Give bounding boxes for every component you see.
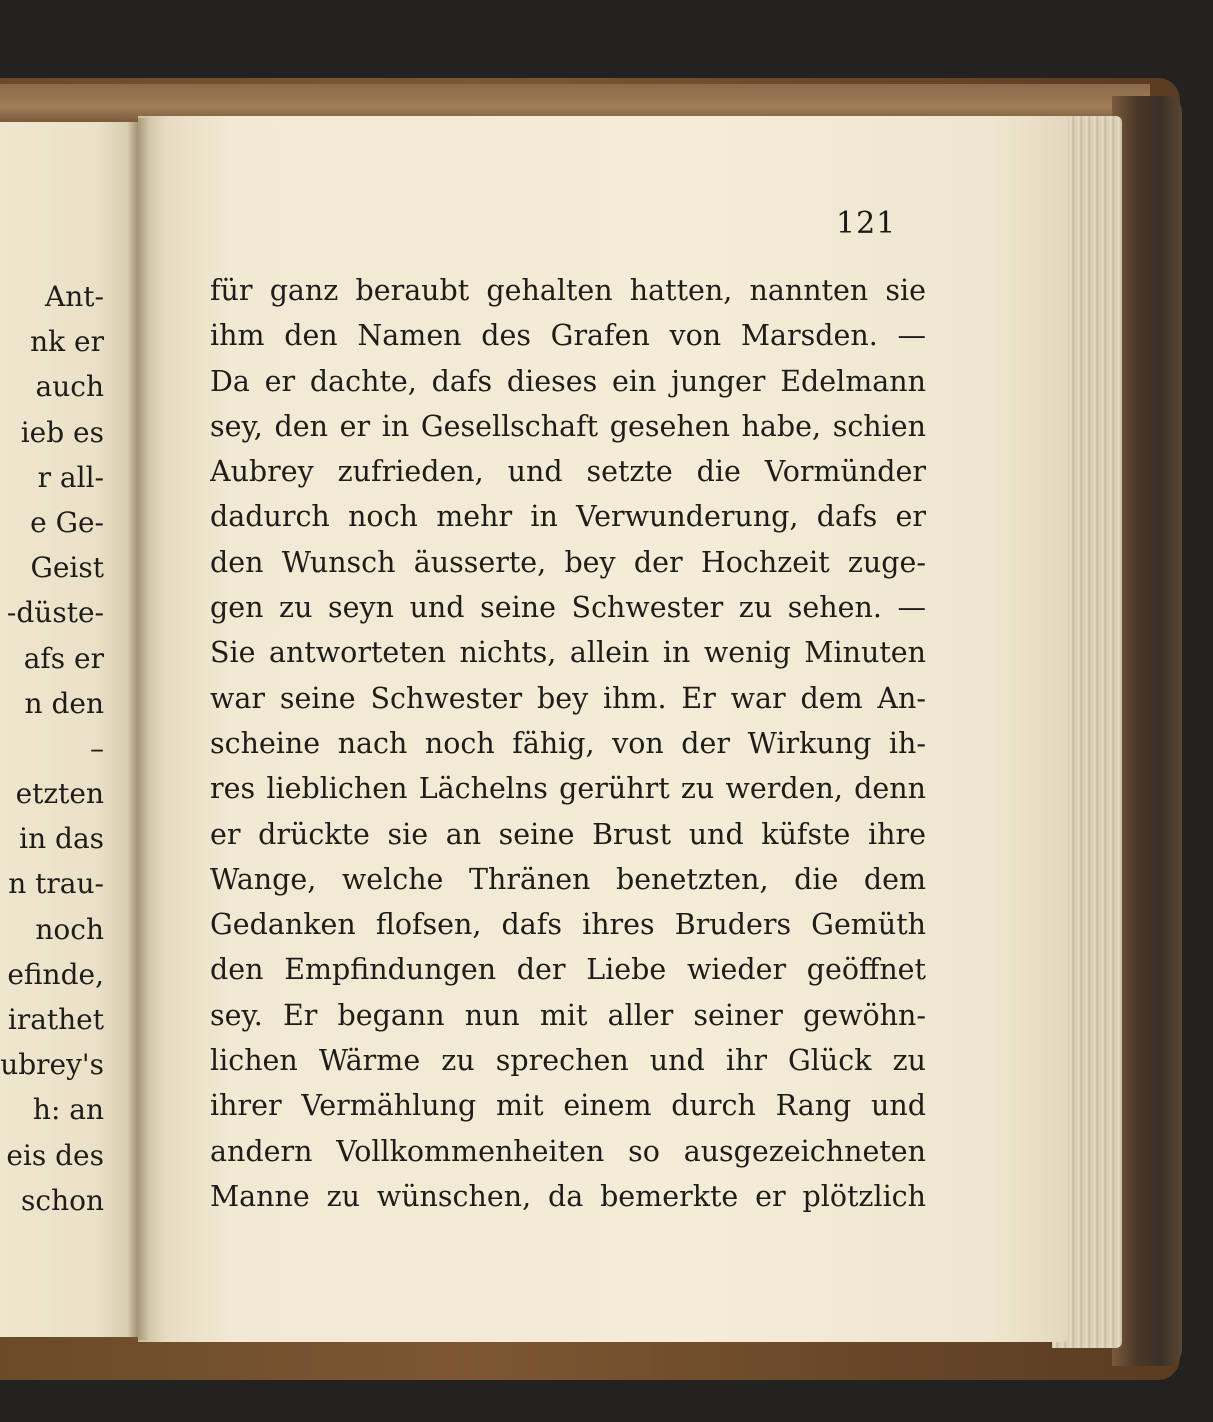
left-text-line: afs er [23, 641, 104, 675]
text-line: Gedanken flofsen, dafs ihres Bruders Gemüth [210, 908, 926, 942]
text-line: Manne zu wünschen, da bemerkte er plötzlich [210, 1179, 926, 1213]
text-line: den Empfindungen der Liebe wieder geöffnet [210, 953, 926, 987]
text-line: sey. Er begann nun mit aller seiner gewöhn- [210, 998, 926, 1032]
left-text-line: etzten [15, 777, 104, 811]
left-text-line: – [90, 731, 104, 765]
left-text-line: n den [24, 686, 104, 720]
left-text-line: ieb es [20, 415, 104, 449]
left-text-line: nk er [30, 325, 104, 359]
left-page-text [0, 274, 104, 1223]
left-text-line: irathet [7, 1003, 104, 1036]
left-text-line: Ant- [45, 280, 104, 313]
text-line: gen zu seyn und seine Schwester zu sehen. — [210, 591, 926, 625]
text-line: sey, den er in Gesellschaft gesehen habe, schien [210, 409, 926, 443]
left-text-line: efinde, [7, 957, 104, 991]
text-line: andern Vollkommenheiten so ausgezeichneten [210, 1134, 926, 1168]
right-page-text [210, 268, 926, 1219]
book-gutter [128, 118, 150, 1340]
left-text-line: n trau- [8, 867, 104, 901]
text-line: scheine nach noch fähig, von der Wirkung ih- [210, 726, 926, 760]
text-line: Sie antworteten nichts, allein in wenig Minuten [210, 636, 926, 670]
page-number: 121 [836, 206, 897, 241]
left-text-line: Geist [30, 551, 104, 585]
left-text-line: h: an [32, 1093, 104, 1127]
left-text-line: noch [35, 912, 104, 946]
left-text-line: e Ge- [30, 505, 104, 539]
text-line: den Wunsch äusserte, bey der Hochzeit zuge- [210, 545, 926, 579]
text-line: war seine Schwester bey ihm. Er war dem An- [210, 681, 926, 715]
text-line: res lieblichen Lächelns gerührt zu werden, denn [210, 772, 926, 806]
text-line: lichen Wärme zu sprechen und ihr Glück zu [210, 1044, 926, 1078]
text-line: dadurch noch mehr in Verwunderung, dafs er [210, 500, 926, 534]
left-page-text-area [0, 122, 112, 1332]
text-line: ihm den Namen des Grafen von Marsden. — [210, 319, 926, 353]
text-line: ihrer Vermählung mit einem durch Rang und [210, 1089, 926, 1123]
text-line: für ganz beraubt gehalten hatten, nannten sie [210, 274, 926, 307]
text-line: Aubrey zufrieden, und setzte die Vormünder [210, 455, 926, 489]
left-text-line: -düste- [6, 596, 104, 630]
left-text-line: in das [19, 822, 104, 856]
text-line: Wange, welche Thränen benetzten, die dem [210, 862, 926, 896]
left-text-line: eis des [6, 1138, 104, 1172]
text-line: er drückte sie an seine Brust und küfste ihre [210, 817, 926, 851]
text-line: Da er dachte, dafs dieses ein junger Edelmann [210, 364, 926, 398]
left-text-line: r all- [37, 460, 104, 494]
left-text-line: auch [35, 370, 104, 404]
left-text-line: schon [21, 1183, 104, 1217]
left-text-line: ubrey's [0, 1048, 104, 1082]
cover-right-edge [1112, 96, 1182, 1366]
